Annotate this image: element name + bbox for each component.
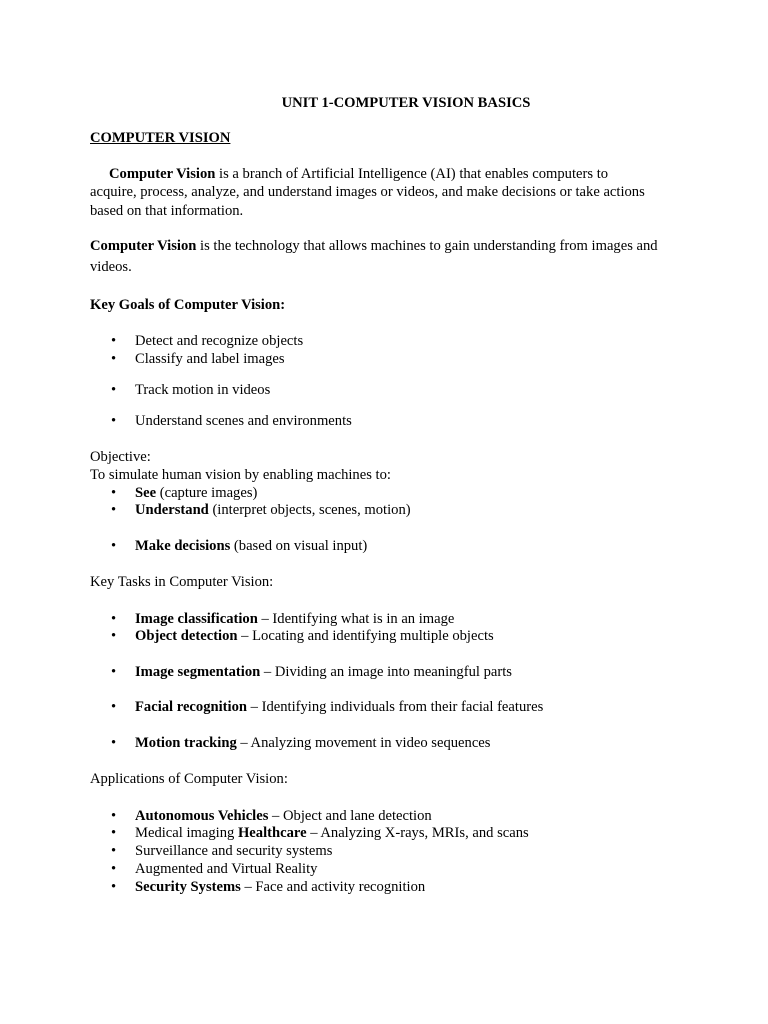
application-item <box>135 842 332 860</box>
bullet-icon: • <box>111 879 117 895</box>
application-item <box>135 807 432 825</box>
intro2-text: is the technology that allows machines to gain understanding from images and <box>196 238 658 254</box>
applications-heading: Applications of Computer Vision: <box>90 771 288 787</box>
key-task-bold: Facial recognition <box>135 699 248 715</box>
application-prefix: Medical imaging <box>135 825 238 841</box>
intro1-line2: acquire, process, analyze, and understand images or videos, and make decisions or take actions <box>90 184 645 200</box>
application-prefix: Surveillance and security systems <box>135 843 333 859</box>
bullet-icon: • <box>111 502 117 518</box>
application-text: – Object and lane detection <box>268 808 432 824</box>
key-goal-item: Classify and label images <box>135 351 285 367</box>
page-title: UNIT 1-COMPUTER VISION BASICS <box>281 95 531 111</box>
bullet-icon: • <box>111 382 117 398</box>
key-task-item <box>135 627 494 645</box>
application-prefix: Augmented and Virtual Reality <box>135 861 318 877</box>
intro2-line1 <box>90 237 658 255</box>
intro1-text: is a branch of Artificial Intelligence (AI) that enables computers to <box>215 166 609 182</box>
key-task-text: – Analyzing movement in video sequences <box>236 735 491 751</box>
bullet-icon: • <box>111 351 117 367</box>
bullet-icon: • <box>111 843 117 859</box>
bullet-icon: • <box>111 333 117 349</box>
bullet-icon: • <box>111 664 117 680</box>
objective-item-bold: Understand <box>135 502 209 518</box>
key-task-bold: Image classification <box>135 611 258 627</box>
bullet-icon: • <box>111 699 117 715</box>
objective-item-bold: Make decisions <box>135 538 231 554</box>
objective-item <box>135 501 411 519</box>
application-bold: Autonomous Vehicles <box>135 808 269 824</box>
section-heading: COMPUTER VISION <box>90 130 231 146</box>
bullet-icon: • <box>111 611 117 627</box>
objective-item-text: (based on visual input) <box>230 538 368 554</box>
objective-item <box>135 537 367 555</box>
key-goal-item: Understand scenes and environments <box>135 413 352 429</box>
key-task-bold: Object detection <box>135 628 238 644</box>
intro2-bold-term: Computer Vision <box>90 238 197 254</box>
key-goal-item: Detect and recognize objects <box>135 333 304 349</box>
bullet-icon: • <box>111 485 117 501</box>
objective-item-text: (interpret objects, scenes, motion) <box>208 502 411 518</box>
objective-text: To simulate human vision by enabling machines to: <box>90 467 391 483</box>
key-goals-heading: Key Goals of Computer Vision: <box>90 297 286 313</box>
application-text: – Analyzing X-rays, MRIs, and scans <box>306 825 529 841</box>
application-text: – Face and activity recognition <box>240 879 426 895</box>
application-bold: Security Systems <box>135 879 241 895</box>
key-task-text: – Identifying what is in an image <box>257 611 455 627</box>
objective-item <box>135 484 257 502</box>
key-task-item <box>135 698 543 716</box>
objective-item-text: (capture images) <box>156 485 258 501</box>
application-item <box>135 878 425 896</box>
intro1-bold-term: Computer Vision <box>109 166 216 182</box>
bullet-icon: • <box>111 808 117 824</box>
key-tasks-heading: Key Tasks in Computer Vision: <box>90 574 274 590</box>
bullet-icon: • <box>111 628 117 644</box>
key-task-item <box>135 663 512 681</box>
key-task-item <box>135 610 454 628</box>
bullet-icon: • <box>111 413 117 429</box>
application-item <box>135 860 317 878</box>
bullet-icon: • <box>111 861 117 877</box>
intro1-line1 <box>109 165 608 183</box>
bullet-icon: • <box>111 735 117 751</box>
key-task-text: – Dividing an image into meaningful parts <box>260 664 512 680</box>
bullet-icon: • <box>111 538 117 554</box>
objective-label: Objective: <box>90 449 151 465</box>
application-bold: Healthcare <box>237 825 307 841</box>
key-task-bold: Image segmentation <box>135 664 261 680</box>
key-goal-item: Track motion in videos <box>135 382 271 398</box>
application-item <box>135 824 529 842</box>
key-task-text: – Locating and identifying multiple objects <box>237 628 494 644</box>
objective-item-bold: See <box>135 485 157 501</box>
bullet-icon: • <box>111 825 117 841</box>
key-task-text: – Identifying individuals from their facial features <box>247 699 544 715</box>
key-task-item <box>135 734 490 752</box>
intro1-line3: based on that information. <box>90 203 244 219</box>
key-task-bold: Motion tracking <box>135 735 237 751</box>
intro2-line2: videos. <box>90 259 132 275</box>
